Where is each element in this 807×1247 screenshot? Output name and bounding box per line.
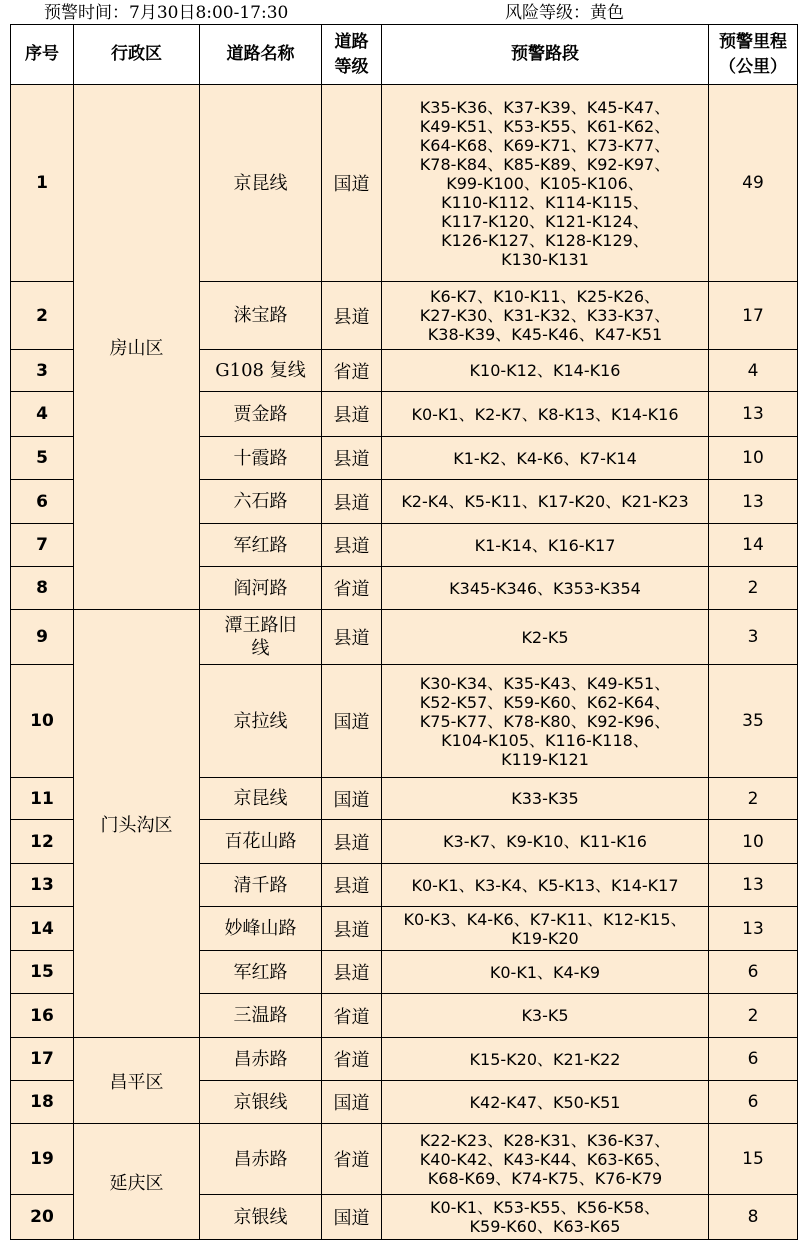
road-name: 三温路 [200,994,322,1038]
warning-segments: K30-K34、K35-K43、K49-K51、 K52-K57、K59-K60、K62-K64、 K75-K77、K78-K80、K92-K96、 K104-K105、K116-K118、 K119-K121 [382,665,709,778]
road-name: 京昆线 [200,778,322,820]
road-grade: 县道 [322,437,382,480]
road-name: 妙峰山路 [200,907,322,951]
road-name: 贾金路 [200,392,322,437]
warning-table [10,24,798,1240]
warning-segments: K33-K35 [382,778,709,820]
table-header-row [11,25,798,85]
warning-segments: K3-K7、K9-K10、K11-K16 [382,820,709,864]
warning-mileage: 17 [709,282,798,350]
col-header-road-name: 道路名称 [200,25,322,85]
road-grade: 县道 [322,282,382,350]
road-grade: 县道 [322,864,382,907]
warning-mileage: 15 [709,1124,798,1195]
warning-segments: K1-K14、K16-K17 [382,524,709,567]
row-index: 11 [11,778,74,820]
warning-mileage: 2 [709,994,798,1038]
row-index: 5 [11,437,74,480]
warning-segments: K10-K12、K14-K16 [382,350,709,392]
road-grade: 县道 [322,610,382,665]
road-name: 京拉线 [200,665,322,778]
row-index: 3 [11,350,74,392]
road-name: 京银线 [200,1081,322,1124]
warning-segments: K0-K1、K53-K55、K56-K58、 K59-K60、K63-K65 [382,1195,709,1240]
road-grade: 省道 [322,567,382,610]
warning-segments: K345-K346、K353-K354 [382,567,709,610]
warning-segments: K3-K5 [382,994,709,1038]
road-name: 京昆线 [200,85,322,282]
warning-segments: K2-K4、K5-K11、K17-K20、K21-K23 [382,480,709,524]
warning-segments: K0-K3、K4-K6、K7-K11、K12-K15、 K19-K20 [382,907,709,951]
warning-mileage: 10 [709,437,798,480]
warning-mileage: 2 [709,567,798,610]
road-name: 京银线 [200,1195,322,1240]
row-index: 4 [11,392,74,437]
warning-mileage: 4 [709,350,798,392]
warning-segments: K42-K47、K50-K51 [382,1081,709,1124]
warning-mileage: 6 [709,951,798,994]
row-index: 16 [11,994,74,1038]
warning-segments: K1-K2、K4-K6、K7-K14 [382,437,709,480]
row-index: 9 [11,610,74,665]
district-cell: 昌平区 [74,1038,200,1124]
table-body [11,85,798,1240]
row-index: 8 [11,567,74,610]
road-grade: 县道 [322,951,382,994]
row-index: 7 [11,524,74,567]
road-grade: 国道 [322,1195,382,1240]
warning-mileage: 2 [709,778,798,820]
warning-segments: K0-K1、K2-K7、K8-K13、K14-K16 [382,392,709,437]
road-grade: 国道 [322,665,382,778]
row-index: 1 [11,85,74,282]
road-name: 六石路 [200,480,322,524]
warning-segments: K6-K7、K10-K11、K25-K26、 K27-K30、K31-K32、K33-K37、 K38-K39、K45-K46、K47-K51 [382,282,709,350]
col-header-road-grade: 道路 等级 [322,25,382,85]
warning-mileage: 49 [709,85,798,282]
table-row [11,1038,798,1081]
road-name: 昌赤路 [200,1124,322,1195]
col-header-index: 序号 [11,25,74,85]
road-name: 昌赤路 [200,1038,322,1081]
warning-segments: K0-K1、K3-K4、K5-K13、K14-K17 [382,864,709,907]
district-cell: 门头沟区 [74,610,200,1038]
road-grade: 县道 [322,820,382,864]
warning-segments: K35-K36、K37-K39、K45-K47、 K49-K51、K53-K55、K61-K62、 K64-K68、K69-K71、K73-K77、 K78-K84、K85-K89、K92-K97、 K99-K100、K105-K106、 K110-K112、K114-K115、 K117-K120、K121-K124、 K126-K127、K128-K129、 K130-K131 [382,85,709,282]
warning-mileage: 13 [709,864,798,907]
col-header-district: 行政区 [74,25,200,85]
road-grade: 省道 [322,350,382,392]
row-index: 17 [11,1038,74,1081]
row-index: 18 [11,1081,74,1124]
warning-segments: K15-K20、K21-K22 [382,1038,709,1081]
road-name: 军红路 [200,524,322,567]
warning-segments: K22-K23、K28-K31、K36-K37、 K40-K42、K43-K44、K63-K65、 K68-K69、K74-K75、K76-K79 [382,1124,709,1195]
road-grade: 县道 [322,907,382,951]
warning-mileage: 10 [709,820,798,864]
row-index: 6 [11,480,74,524]
road-name: 军红路 [200,951,322,994]
warning-mileage: 14 [709,524,798,567]
warning-segments: K0-K1、K4-K9 [382,951,709,994]
district-cell: 延庆区 [74,1124,200,1240]
warning-time: 预警时间：7月30日8:00-17:30 [44,3,289,23]
warning-mileage: 8 [709,1195,798,1240]
road-grade: 国道 [322,778,382,820]
road-name: 涞宝路 [200,282,322,350]
warning-mileage: 3 [709,610,798,665]
col-header-mileage: 预警里程 （公里） [709,25,798,85]
row-index: 2 [11,282,74,350]
warning-mileage: 6 [709,1081,798,1124]
road-grade: 省道 [322,1124,382,1195]
road-name: 潭王路旧 线 [200,610,322,665]
road-grade: 国道 [322,1081,382,1124]
road-grade: 县道 [322,524,382,567]
road-name: 阎河路 [200,567,322,610]
warning-mileage: 13 [709,392,798,437]
road-name: 十霞路 [200,437,322,480]
road-grade: 省道 [322,994,382,1038]
road-name: 清千路 [200,864,322,907]
warning-segments: K2-K5 [382,610,709,665]
row-index: 15 [11,951,74,994]
row-index: 10 [11,665,74,778]
row-index: 19 [11,1124,74,1195]
road-grade: 县道 [322,480,382,524]
row-index: 14 [11,907,74,951]
table-row [11,85,798,282]
road-grade: 省道 [322,1038,382,1081]
col-header-segments: 预警路段 [382,25,709,85]
district-cell: 房山区 [74,85,200,610]
warning-mileage: 13 [709,907,798,951]
row-index: 20 [11,1195,74,1240]
warning-mileage: 6 [709,1038,798,1081]
risk-level: 风险等级：黄色 [505,3,624,23]
road-name: G108 复线 [200,350,322,392]
road-name: 百花山路 [200,820,322,864]
row-index: 12 [11,820,74,864]
table-row [11,1124,798,1195]
table-row [11,610,798,665]
road-grade: 县道 [322,392,382,437]
warning-mileage: 13 [709,480,798,524]
warning-mileage: 35 [709,665,798,778]
row-index: 13 [11,864,74,907]
road-grade: 国道 [322,85,382,282]
